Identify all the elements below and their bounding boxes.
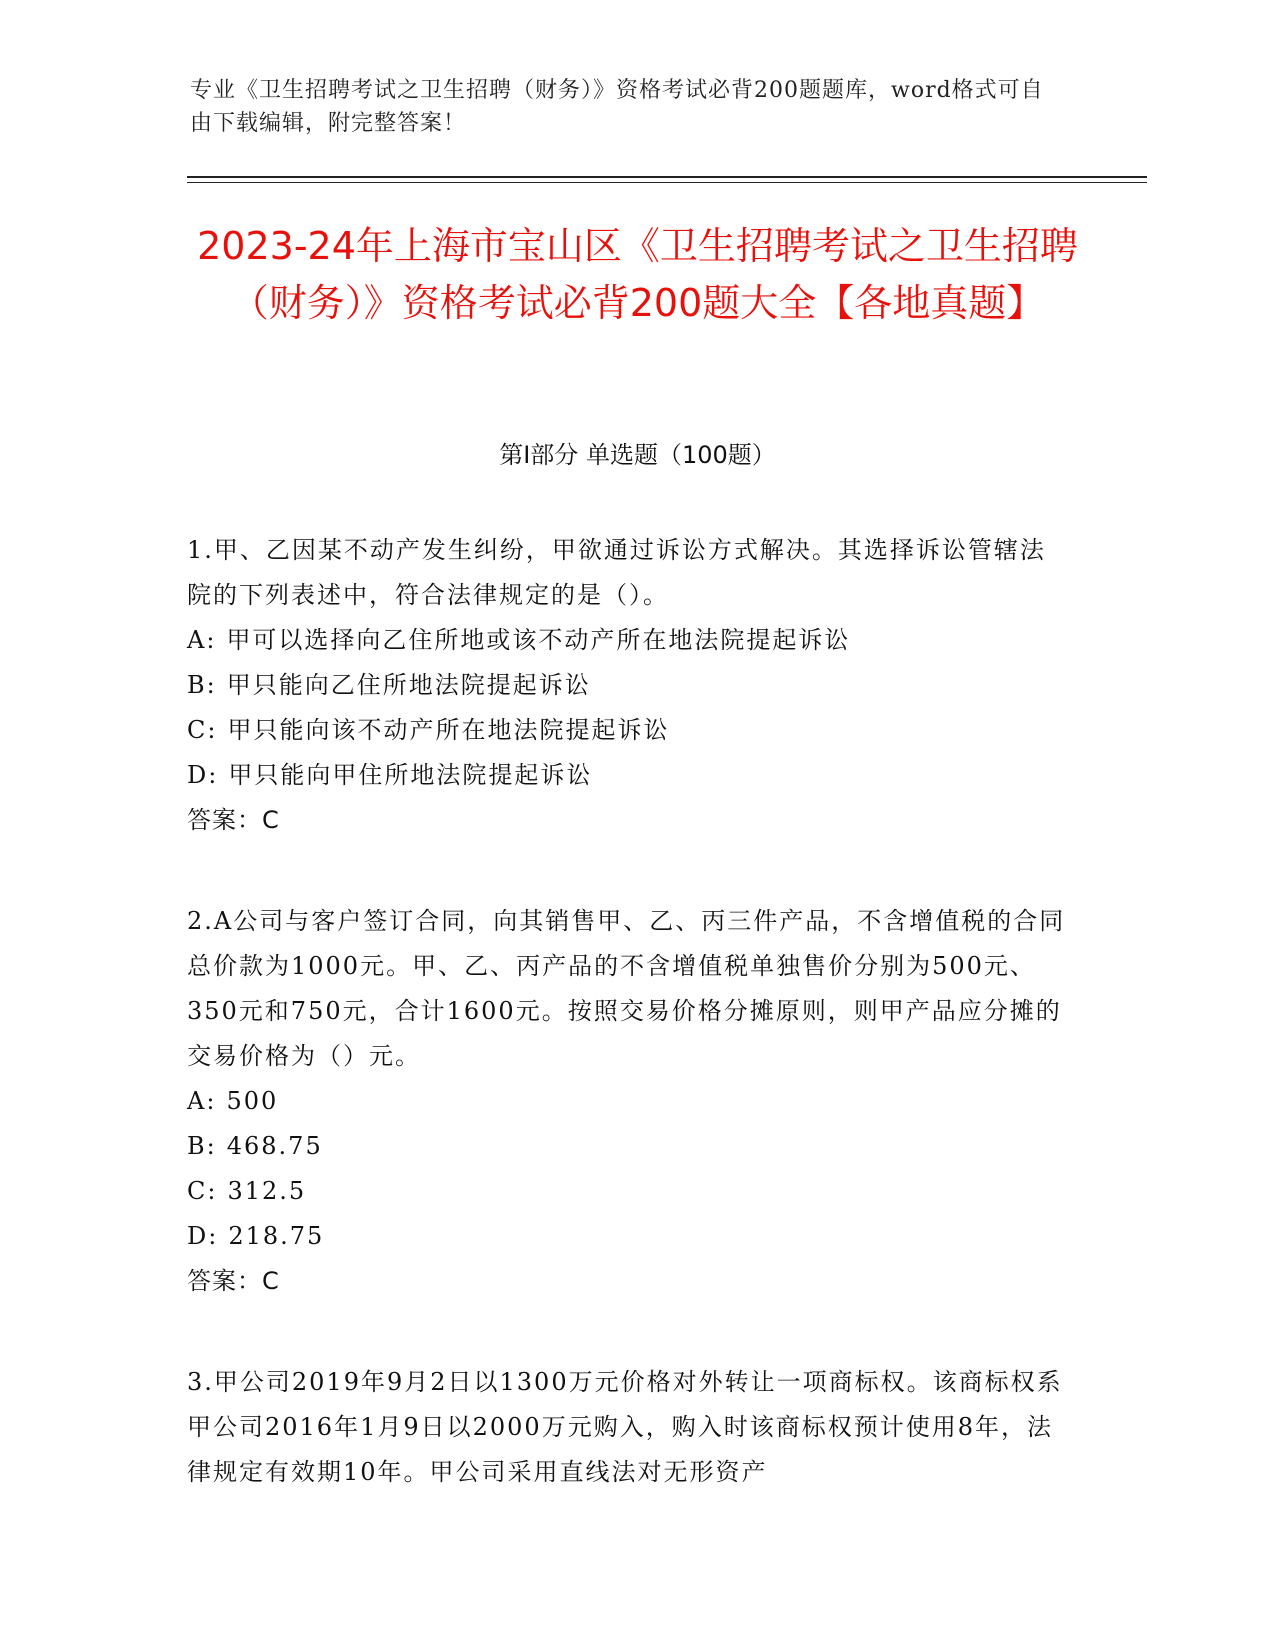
- answer-value: C: [262, 1267, 280, 1295]
- option-d: [187, 1214, 1067, 1259]
- question-stem: 2.A公司与客户签订合同，向其销售甲、乙、丙三件产品，不含增值税的合同总价款为1000元。甲、乙、丙产品的不含增值税单独售价分别为500元、350元和750元，合计1600元。按照交易价格分摊原则，则甲产品应分摊的交易价格为（）元。: [187, 907, 1066, 1070]
- option-c: [187, 708, 1067, 753]
- header-divider-thin: [187, 182, 1147, 183]
- question-stem: 3.甲公司2019年9月2日以1300万元价格对外转让一项商标权。该商标权系甲公司2016年1月9日以2000万元购入，购入时该商标权预计使用8年，法律规定有效期10年。甲公司采用直线法对无形资产: [187, 1368, 1063, 1486]
- option-a: [187, 1079, 1067, 1124]
- section-title: 第Ⅰ部分 单选题（100题）: [499, 441, 776, 469]
- option-separator: :: [206, 1087, 217, 1115]
- option-key: A: [187, 626, 207, 654]
- question-stem: 1.甲、乙因某不动产发生纠纷，甲欲通过诉讼方式解决。其选择诉讼管辖法院的下列表述中，符合法律规定的是（）。: [187, 536, 1046, 609]
- answer-line: [187, 1259, 1067, 1304]
- answer-label: 答案：: [187, 1267, 262, 1295]
- option-d: [187, 753, 1067, 798]
- option-text: 468.75: [226, 1132, 323, 1160]
- option-key: D: [187, 761, 209, 789]
- answer-line: [187, 798, 1067, 843]
- question-1: [187, 528, 1067, 843]
- option-text: 甲只能向甲住所地法院提起诉讼: [228, 761, 593, 789]
- answer-value: C: [262, 806, 280, 834]
- option-separator: :: [208, 761, 219, 789]
- option-b: [187, 663, 1067, 708]
- option-a: [187, 618, 1067, 663]
- answer-label: 答案：: [187, 806, 262, 834]
- option-separator: :: [207, 1177, 218, 1205]
- question-list: [187, 528, 1067, 1551]
- option-key: C: [187, 1177, 208, 1205]
- question-2: [187, 899, 1067, 1304]
- option-separator: :: [207, 716, 218, 744]
- option-separator: :: [206, 1132, 217, 1160]
- option-separator: :: [208, 1222, 219, 1250]
- option-key: C: [187, 716, 208, 744]
- header-divider-thick: [187, 176, 1147, 178]
- option-separator: :: [206, 626, 217, 654]
- option-text: 甲只能向该不动产所在地法院提起诉讼: [227, 716, 670, 744]
- option-b: [187, 1124, 1067, 1169]
- option-key: D: [187, 1222, 209, 1250]
- option-text: 500: [226, 1087, 279, 1115]
- option-text: 甲可以选择向乙住所地或该不动产所在地法院提起诉讼: [226, 626, 851, 654]
- option-key: A: [187, 1087, 207, 1115]
- option-text: 312.5: [227, 1177, 307, 1205]
- header-note: 专业《卫生招聘考试之卫生招聘（财务）》资格考试必背200题题库，word格式可自由下载编辑，附完整答案！: [190, 78, 1044, 136]
- option-c: [187, 1169, 1067, 1214]
- option-key: B: [187, 671, 207, 699]
- option-key: B: [187, 1132, 207, 1160]
- document-title: 2023-24年上海市宝山区《卫生招聘考试之卫生招聘（财务）》资格考试必背200题大全【各地真题】: [197, 224, 1078, 325]
- option-text: 甲只能向乙住所地法院提起诉讼: [226, 671, 591, 699]
- option-separator: :: [206, 671, 217, 699]
- option-text: 218.75: [228, 1222, 325, 1250]
- question-3: [187, 1360, 1067, 1495]
